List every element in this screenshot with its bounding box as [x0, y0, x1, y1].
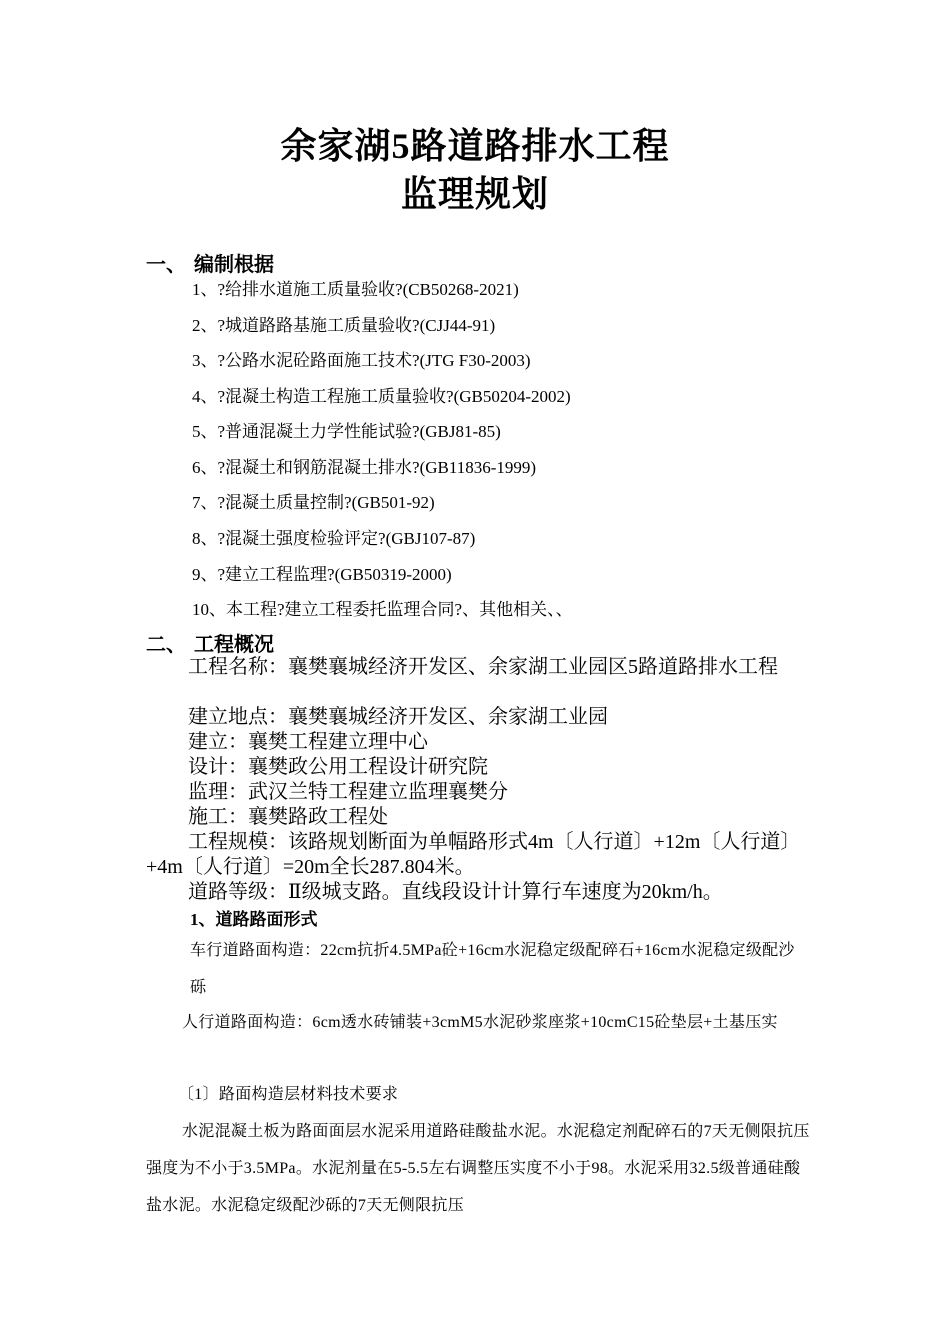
reference-item: 7、?混凝土质量控制?(GB501-92): [192, 493, 435, 512]
reference-item: 6、?混凝土和钢筋混凝土排水?(GB11836-1999): [192, 458, 537, 477]
project-supervisor: 监理：武汉兰特工程建立监理襄樊分: [188, 781, 508, 803]
section-heading-overview: [146, 628, 274, 657]
materials-heading: 〔1〕路面构造层材料技术要求: [178, 1086, 399, 1103]
project-scale: 工程规模：该路规划断面为单幅路形式4m〔人行道〕+12m〔人行道〕+4m〔人行道〕=20m全长287.804米。: [146, 831, 801, 878]
section-number: 二、: [146, 634, 186, 656]
reference-item: 4、?混凝土构造工程施工质量验收?(GB50204-2002): [192, 387, 571, 406]
title-line-2: 监理规划: [400, 174, 549, 214]
project-name: 工程名称：襄樊襄城经济开发区、余家湖工业园区5路道路排水工程: [188, 656, 778, 678]
subsection-heading-pavement: 1、道路路面形式: [190, 910, 318, 929]
carriageway-structure: 车行道路面构造：22cm抗折4.5MPa砼+16cm水泥稳定级配碎石+16cm水泥稳定级配沙砾: [190, 942, 795, 996]
reference-item: 1、?给排水道施工质量验收?(CB50268-2021): [192, 280, 519, 299]
title-line-1: 余家湖5路道路排水工程: [280, 126, 670, 166]
project-contractor: 施工：襄樊路政工程处: [188, 806, 388, 828]
reference-item: 9、?建立工程监理?(GB50319-2000): [192, 565, 452, 584]
reference-item: 8、?混凝土强度检验评定?(GBJ107-87): [192, 529, 476, 548]
reference-item: 10、本工程?建立工程委托监理合同?、其他相关、、: [192, 600, 573, 619]
sidewalk-structure: 人行道路面构造：6cm透水砖铺装+3cmM5水泥砂浆座浆+10cmC15砼垫层+土基压实: [182, 1014, 778, 1031]
materials-text: 水泥混凝土板为路面面层水泥采用道路硅酸盐水泥。水泥稳定剂配碎石的7天无侧限抗压强度为不小于3.5MPa。水泥剂量在5-5.5左右调整压实度不小于98。水泥采用32.5级普通硅酸盐水泥。水泥稳定级配沙砾的7天无侧限抗压: [146, 1123, 810, 1214]
section-title: 工程概况: [194, 634, 274, 656]
reference-item: 2、?城道路路基施工质量验收?(CJJ44-91): [192, 316, 496, 335]
reference-item: 3、?公路水泥砼路面施工技术?(JTG F30-2003): [192, 351, 531, 370]
section-number: 一、: [146, 254, 186, 276]
section-heading-basis: [146, 248, 274, 277]
project-designer: 设计：襄樊政公用工程设计研究院: [188, 756, 488, 778]
reference-item: 5、?普通混凝土力学性能试验?(GBJ81-85): [192, 422, 501, 441]
road-grade: 道路等级：Ⅱ级城支路。直线段设计计算行车速度为20km/h。: [188, 881, 723, 903]
document-title: [0, 122, 950, 218]
project-location: 建立地点：襄樊襄城经济开发区、余家湖工业园: [188, 706, 608, 728]
section-title: 编制根据: [194, 254, 274, 276]
project-builder: 建立：襄樊工程建立理中心: [188, 731, 428, 753]
